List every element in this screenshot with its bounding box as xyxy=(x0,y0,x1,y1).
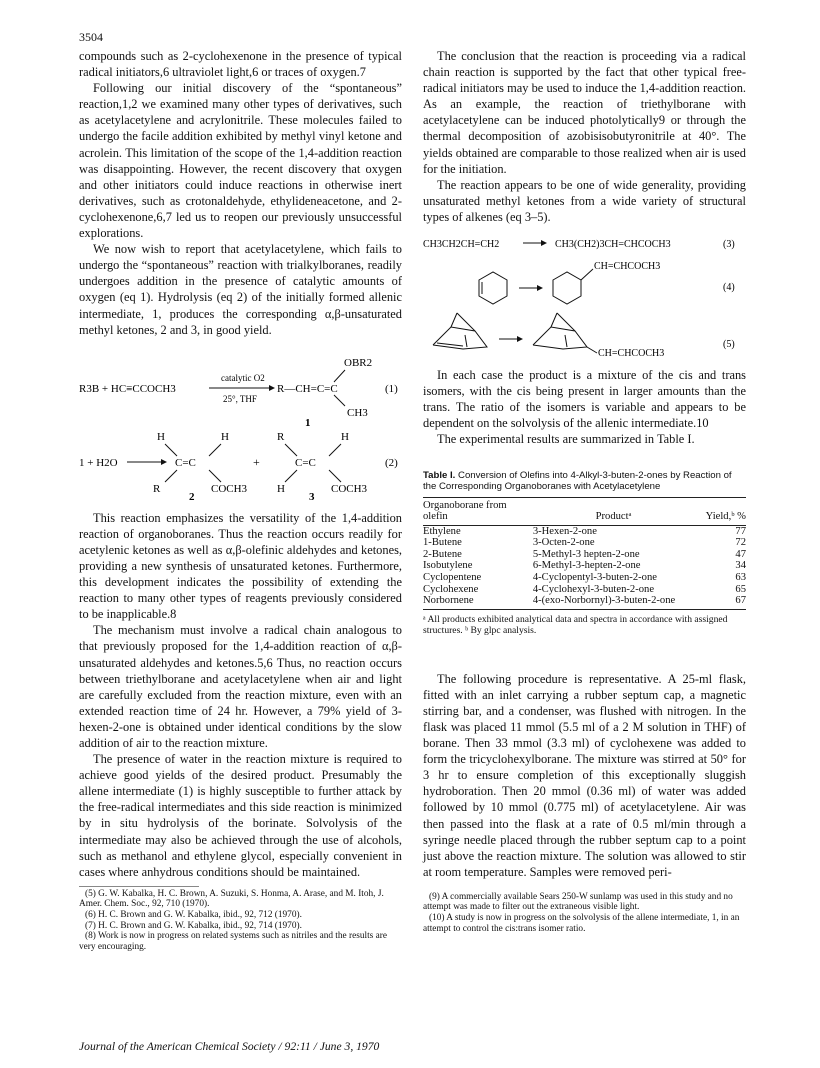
eq2-reactants: 1 + H2O xyxy=(79,456,118,469)
eq2-h: H xyxy=(221,430,229,443)
equations-3-5 xyxy=(423,235,746,359)
table-label: Table I. xyxy=(423,469,456,481)
eq2-alkene-left: C=C xyxy=(175,456,196,469)
cell-product: 6-Methyl-3-hepten-2-one xyxy=(532,560,641,572)
paragraph: In each case the product is a mixture of the cis and trans isomers, with the cis being present in larger amounts than the trans. The ratio of the isomers is variable and appears to be dependent on the solvolysis of the allenic intermediate.10 xyxy=(423,368,746,431)
eq1-label: (1) xyxy=(385,382,398,395)
right-column xyxy=(423,48,746,934)
cell-yield: 47 xyxy=(735,548,746,560)
table-row xyxy=(423,537,746,549)
footnote-divider xyxy=(79,886,199,887)
footnote: (10) A study is now in progress on the solvolysis of the allene intermediate, 1, in an attempt to control the cis:trans isomer ratio. xyxy=(423,913,740,934)
eq1-product: R—CH=C=C xyxy=(277,382,338,395)
footnote: (6) H. C. Brown and G. W. Kabalka, ibid., 92, 712 (1970). xyxy=(85,910,302,921)
eq3-right: CH3(CH2)3CH=CHCOCH3 xyxy=(555,239,671,251)
eq2-alkene-right: C=C xyxy=(295,456,316,469)
paragraph: We now wish to report that acetylacetylene, which fails to undergo the “spontaneous” reaction with trialkylboranes, readily undergoes addition in the presence of catalytic amounts of oxygen (eq 1). Hydrolysis (eq 2) of the initially formed allenic intermediate, 1, produces the corresponding α,β-unsaturated methyl ketones, 2 and 3, in good yield. xyxy=(79,242,402,337)
cell-product: 4-Cyclopentyl-3-buten-2-one xyxy=(532,572,657,584)
norbornene-structure xyxy=(433,313,487,349)
eq2-cocH3: COCH3 xyxy=(331,482,368,495)
compound-3-label: 3 xyxy=(309,490,315,500)
compound-2-label: 2 xyxy=(189,490,195,500)
table-row xyxy=(423,549,746,561)
col-header-olefin: Organoborane from olefin xyxy=(423,497,533,525)
cell-yield: 65 xyxy=(735,583,746,595)
table-body xyxy=(423,525,746,609)
paragraph: The presence of water in the reaction mixture is required to achieve good yields of the desired product. Presumably the allene intermediate (1) is highly susceptible to further attack by the free-radical intermediates and this side reaction is minimized by in situ hydrolysis of the borinate. Solvolysis of the intermediate may also be achieved through the use of alcohols, such as methanol and ethylene glycol, especially convenient in cases where anhydrous conditions should be maintained. xyxy=(79,752,402,879)
eq1-reactants: R3B + HC≡CCOCH3 xyxy=(79,382,176,395)
cell-olefin: 2-Butene xyxy=(423,548,462,560)
equation-2 xyxy=(79,430,402,500)
footnote: (5) G. W. Kabalka, H. C. Brown, A. Suzuki, S. Honma, A. Arase, and M. Itoh, J. Amer. Chem. Soc., 92, 710 (1970). xyxy=(79,888,384,910)
cell-olefin: Norbornene xyxy=(423,595,533,609)
paragraph: The following procedure is representative. A 25-ml flask, fitted with an inlet carrying a rubber septum cap, a magnetic stirring bar, and a condenser, was flushed with nitrogen. In the flask was placed 11 mmol (5.5 ml of a 2 M solution in THF) of borane. Then 33 mmol (3.3 ml) of cyclohexene was added to form the tricyclohexylborane. The mixture was stirred at 50° for 3 hr to ensure completion of this exceptionally sluggish hydroboration. Then 20 mmol (0.36 ml) of water was added followed by 10 mmol (0.775 ml) of acetylacetylene. Air was then passed into the flask at a rate of 0.5 ml/min through a syringe needle placed through the rubber septum cap to a point just above the reaction mixture. The solution was allowed to stir at room temperature. Samples were removed peri- xyxy=(423,671,746,879)
cell-product: 5-Methyl-3 hepten-2-one xyxy=(532,548,640,560)
col-header-product: Productᵃ xyxy=(533,497,695,525)
paragraph: The experimental results are summarized in Table I. xyxy=(437,432,695,447)
eq3-left: CH3CH2CH=CH2 xyxy=(423,239,500,251)
cell-yield: 34 xyxy=(735,560,746,572)
eq2-cocH3: COCH3 xyxy=(211,482,248,495)
eq2-r: R xyxy=(277,430,285,443)
equations-3-5-drawing xyxy=(423,235,746,359)
col-header-yield: Yield,ᵇ % xyxy=(694,497,746,525)
paragraph: Following our initial discovery of the “spontaneous” reaction,1,2 we examined many other types of derivatives, such as acetylacetylene and acrylonitrile. These molecules failed to undergo the facile addition exhibited by methyl vinyl ketone and acrolein. This limitation of the scope of the 1,4-addition reaction was disappointing. However, the recent discovery that oxygen and other initiators could induce reactions in otherwise inert derivatives, such as crotonaldehyde, ethylideneacetone, and 2-cyclohexenone,6,7 led us to reopen our previously unsuccessful explorations. xyxy=(79,81,402,241)
table-caption xyxy=(423,470,746,493)
eq1-catalyst: catalytic O2 xyxy=(221,372,265,383)
equation-1-drawing xyxy=(79,350,402,428)
paragraph: This reaction emphasizes the versatility of the 1,4-addition reaction of organoboranes. Thus the reaction occurs readily for acetylenic ketones as well as α,β-olefinic aldehydes and ketones, providing a new synthesis of unsaturated ketones. Furthermore, this development indicates the possibility of extending the reaction to many other types of reagents previously considered to be inapplicable.8 xyxy=(79,510,402,622)
results-table xyxy=(423,497,746,610)
table-row xyxy=(423,595,746,609)
eq5-substituent: CH=CHCOCH3 xyxy=(598,348,665,360)
eq2-h: H xyxy=(157,430,165,443)
eq1-conditions: 25°, THF xyxy=(223,393,257,404)
cell-product: 3-Hexen-2-one xyxy=(532,525,597,537)
table-header-row xyxy=(423,497,746,525)
equation-2-drawing xyxy=(79,430,402,500)
cell-olefin: Cyclohexene xyxy=(423,583,479,595)
footnote: (9) A commercially available Sears 250-W sunlamp was used in this study and no attempt was made to filter out the extraneous visible light. xyxy=(423,891,733,913)
journal-footer: Journal of the American Chemical Society / 92:11 / June 3, 1970 xyxy=(79,1040,380,1053)
eq2-h: H xyxy=(341,430,349,443)
eq2-r: R xyxy=(153,482,161,495)
cell-yield: 77 xyxy=(735,525,746,537)
eq2-label: (2) xyxy=(385,456,398,469)
cell-olefin: Cyclopentene xyxy=(423,572,482,584)
equation-1 xyxy=(79,350,402,428)
cyclohexene-ring xyxy=(479,272,507,304)
cell-olefin: 1-Butene xyxy=(423,537,462,549)
eq2-h: H xyxy=(277,482,285,495)
page-number: 3504 xyxy=(79,30,103,44)
cell-product: 3-Octen-2-one xyxy=(532,537,595,549)
cell-olefin: Isobutylene xyxy=(423,560,473,572)
cyclohexyl-ring xyxy=(553,272,581,304)
table-title: Conversion of Olefins into 4-Alkyl-3-buten-2-ones by Reaction of the Corresponding Organoboranes with Acetylacetylene xyxy=(423,469,732,492)
footnotes-right xyxy=(423,892,746,934)
cell-product: 4-Cyclohexyl-3-buten-2-one xyxy=(532,583,655,595)
cell-yield: 72 xyxy=(735,537,746,549)
cell-yield: 67 xyxy=(694,595,746,609)
paragraph: The conclusion that the reaction is proceeding via a radical chain reaction is supported by the fact that other typical free-radical initiators may be used to induce the 1,4-addition reaction. As an example, the reaction of triethylborane with acetylacetylene can be induced photolytically9 or through the thermal decomposition of azobisisobutyronitrile at 40°. The yields obtained are comparable to those realized when air is used for the initiation. xyxy=(423,49,746,176)
cell-product: 4-(exo-Norbornyl)-3-buten-2-one xyxy=(533,595,695,609)
cell-yield: 63 xyxy=(735,572,746,584)
eq3-label: (3) xyxy=(723,239,735,251)
norbornyl-structure xyxy=(533,313,597,353)
left-column xyxy=(79,48,402,952)
eq5-label: (5) xyxy=(723,339,735,351)
table-notes: ᵃ All products exhibited analytical data and spectra in accordance with assigned structures. ᵇ By glpc analysis. xyxy=(423,613,728,637)
table-row xyxy=(423,560,746,572)
footnote: (7) H. C. Brown and G. W. Kabalka, ibid., 92, 714 (1970). xyxy=(85,920,302,931)
footnotes-left xyxy=(79,889,402,953)
eq4-substituent: CH=CHCOCH3 xyxy=(594,261,661,273)
eq4-label: (4) xyxy=(723,282,735,294)
table-row xyxy=(423,584,746,596)
paragraph: compounds such as 2-cyclohexenone in the presence of typical radical initiators,6 ultraviolet light,6 or traces of oxygen.7 xyxy=(79,49,402,80)
table-row xyxy=(423,572,746,584)
eq2-plus: + xyxy=(253,454,260,469)
compound-1-label: 1 xyxy=(305,416,311,428)
paragraph: The reaction appears to be one of wide generality, providing unsaturated methyl ketones from a wide variety of structural types of alkenes (eq 3–5). xyxy=(423,177,746,224)
paragraph: The mechanism must involve a radical chain analogous to that previously proposed for the 1,4-addition reaction of α,β-unsaturated aldehydes and ketones.5,6 Thus, no reaction occurs between triethylborane and acetylacetylene when air and light are carefully excluded from the reaction mixture, even with an extended reaction time of 24 hr. However, a 79% yield of 3-hexen-2-one is obtained under identical conditions by the slow addition of air to the reaction mixture. xyxy=(79,623,402,750)
eq1-obr2: OBR2 xyxy=(344,356,373,369)
eq1-ch3: CH3 xyxy=(347,406,368,419)
table-row xyxy=(423,525,746,537)
cell-olefin: Ethylene xyxy=(423,525,461,537)
footnote: (8) Work is now in progress on related systems such as nitriles and the results are very encouraging. xyxy=(79,931,387,952)
